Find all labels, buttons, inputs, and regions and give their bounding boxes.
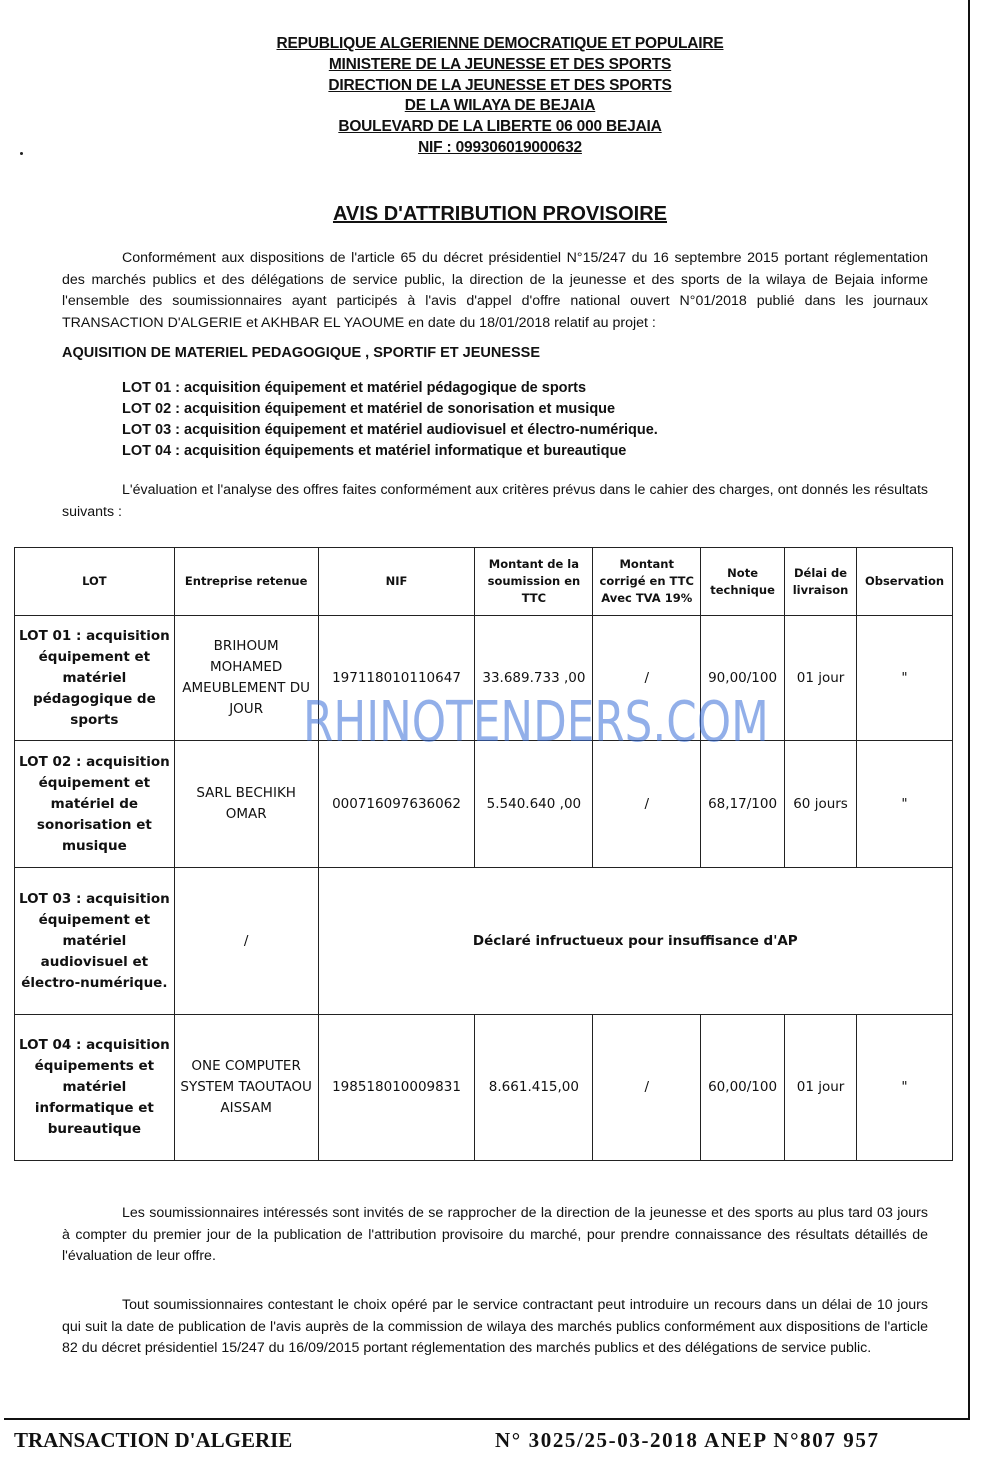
header-entreprise: Entreprise retenue [174, 548, 318, 616]
entreprise-cell: ONE COMPUTER SYSTEM TAOUTAOU AISSAM [174, 1015, 318, 1161]
corrige-cell: / [593, 741, 701, 868]
montant-cell: 33.689.733 ,00 [475, 616, 593, 741]
intro-paragraph: Conformément aux dispositions de l'article 65 du décret présidentiel N°15/247 du 16 septembre 2015 portant réglementation des marchés publics et des délégations de service public, la direction de la jeunesse et des sports de la wilaya de Bejaia informe l'ensemble des soumissionnaires ayant participés à l'avis d'appel d'offre national ouvert N°01/2018 publié dans les journaux TRANSACTION D'ALGERIE et AKHBAR EL YAOUME en date du 18/01/2018 relatif au projet : [62, 250, 928, 331]
table-row [15, 868, 953, 1015]
observation-cell: " [857, 741, 953, 868]
lot-list [122, 378, 658, 462]
table-row [15, 1015, 953, 1161]
closing-paragraph-1: Les soumissionnaires intéressés sont invités de se rapprocher de la direction de la jeunesse et des sports au plus tard 03 jours à compter du premier jour de la publication de l'attribution provisoire du marché, pour prendre connaissance des résultats détaillés de l'évaluation de leur offre. [62, 1205, 928, 1264]
header-line-1: REPUBLIQUE ALGERIENNE DEMOCRATIQUE ET POPULAIRE [276, 35, 724, 52]
header-corrige: Montant corrigé en TTC Avec TVA 19% [593, 548, 701, 616]
letterhead [0, 34, 1000, 159]
corrige-cell: / [593, 1015, 701, 1161]
lot-list-item: LOT 03 : acquisition équipement et matériel audiovisuel et électro-numérique. [122, 422, 658, 438]
project-title: AQUISITION DE MATERIEL PEDAGOGIQUE , SPORTIF ET JEUNESSE [62, 345, 541, 361]
observation-cell: " [857, 1015, 953, 1161]
header-lot: LOT [15, 548, 175, 616]
delai-cell: 01 jour [785, 1015, 857, 1161]
document-title: AVIS D'ATTRIBUTION PROVISOIRE [332, 203, 668, 225]
delai-cell: 01 jour [785, 616, 857, 741]
header-line-2: MINISTERE DE LA JEUNESSE ET DES SPORTS [328, 55, 672, 73]
header-line-4: DE LA WILAYA DE BEJAIA [404, 97, 596, 115]
header-note: Note technique [701, 548, 785, 616]
montant-cell: 8.661.415,00 [475, 1015, 593, 1161]
evaluation-paragraph: L'évaluation et l'analyse des offres faites conformément aux critères prévus dans le cahier des charges, ont donnés les résultats suivants : [62, 482, 928, 520]
header-delai: Délai de livraison [785, 548, 857, 616]
nif-cell: 198518010009831 [318, 1015, 475, 1161]
footer-publication: TRANSACTION D'ALGERIE [14, 1428, 293, 1452]
header-nif: NIF [318, 548, 475, 616]
results-table [14, 547, 953, 1161]
lot-cell: LOT 01 : acquisition équipement et matériel pédagogique de sports [15, 616, 175, 741]
lot-list-item: LOT 02 : acquisition équipement et matériel de sonorisation et musique [122, 401, 616, 417]
entreprise-cell: BRIHOUM MOHAMED AMEUBLEMENT DU JOUR [174, 616, 318, 741]
header-observation: Observation [857, 548, 953, 616]
header-line-5: BOULEVARD DE LA LIBERTE 06 000 BEJAIA [338, 118, 662, 136]
montant-cell: 5.540.640 ,00 [475, 741, 593, 868]
note-cell: 68,17/100 [701, 741, 785, 868]
delai-cell: 60 jours [785, 741, 857, 868]
header-line-6: NIF : 099306019000632 [418, 138, 582, 156]
nif-cell: 197118010110647 [318, 616, 475, 741]
lot-cell: LOT 04 : acquisition équipements et matériel informatique et bureautique [15, 1015, 175, 1161]
header-line-3: DIRECTION DE LA JEUNESSE ET DES SPORTS [328, 76, 672, 94]
nif-cell: 000716097636062 [318, 741, 475, 868]
entreprise-cell: SARL BECHIKH OMAR [174, 741, 318, 868]
note-cell: 60,00/100 [701, 1015, 785, 1161]
corrige-cell: / [593, 616, 701, 741]
lot-list-item: LOT 01 : acquisition équipement et matériel pédagogique de sports [122, 380, 587, 396]
note-cell: 90,00/100 [701, 616, 785, 741]
footer-reference: N° 3025/25-03-2018 ANEP N°807 957 [495, 1428, 880, 1452]
table-header-row [15, 548, 953, 616]
header-montant: Montant de la soumission en TTC [475, 548, 593, 616]
lot-cell: LOT 02 : acquisition équipement et matériel de sonorisation et musique [15, 741, 175, 868]
table-row [15, 741, 953, 868]
closing-paragraph-2: Tout soumissionnaires contestant le choix opéré par le service contractant peut introduire un recours dans un délai de 10 jours qui suit la date de publication de l'avis auprès de la commission de wilaya des marchés publics conformément aux dispositions de l'article 82 du décret présidentiel 15/247 du 16/09/2015 portant réglementation des marchés publics et des délégations de service public. [62, 1297, 928, 1356]
entreprise-cell: / [174, 868, 318, 1015]
infructueux-cell: Déclaré infructueux pour insuffisance d'AP [318, 868, 952, 1015]
observation-cell: " [857, 616, 953, 741]
lot-cell: LOT 03 : acquisition équipement et matériel audiovisuel et électro-numérique. [15, 868, 175, 1015]
lot-list-item: LOT 04 : acquisition équipements et matériel informatique et bureautique [122, 443, 627, 459]
watermark: RHINOTENDERS.COM [303, 690, 769, 755]
